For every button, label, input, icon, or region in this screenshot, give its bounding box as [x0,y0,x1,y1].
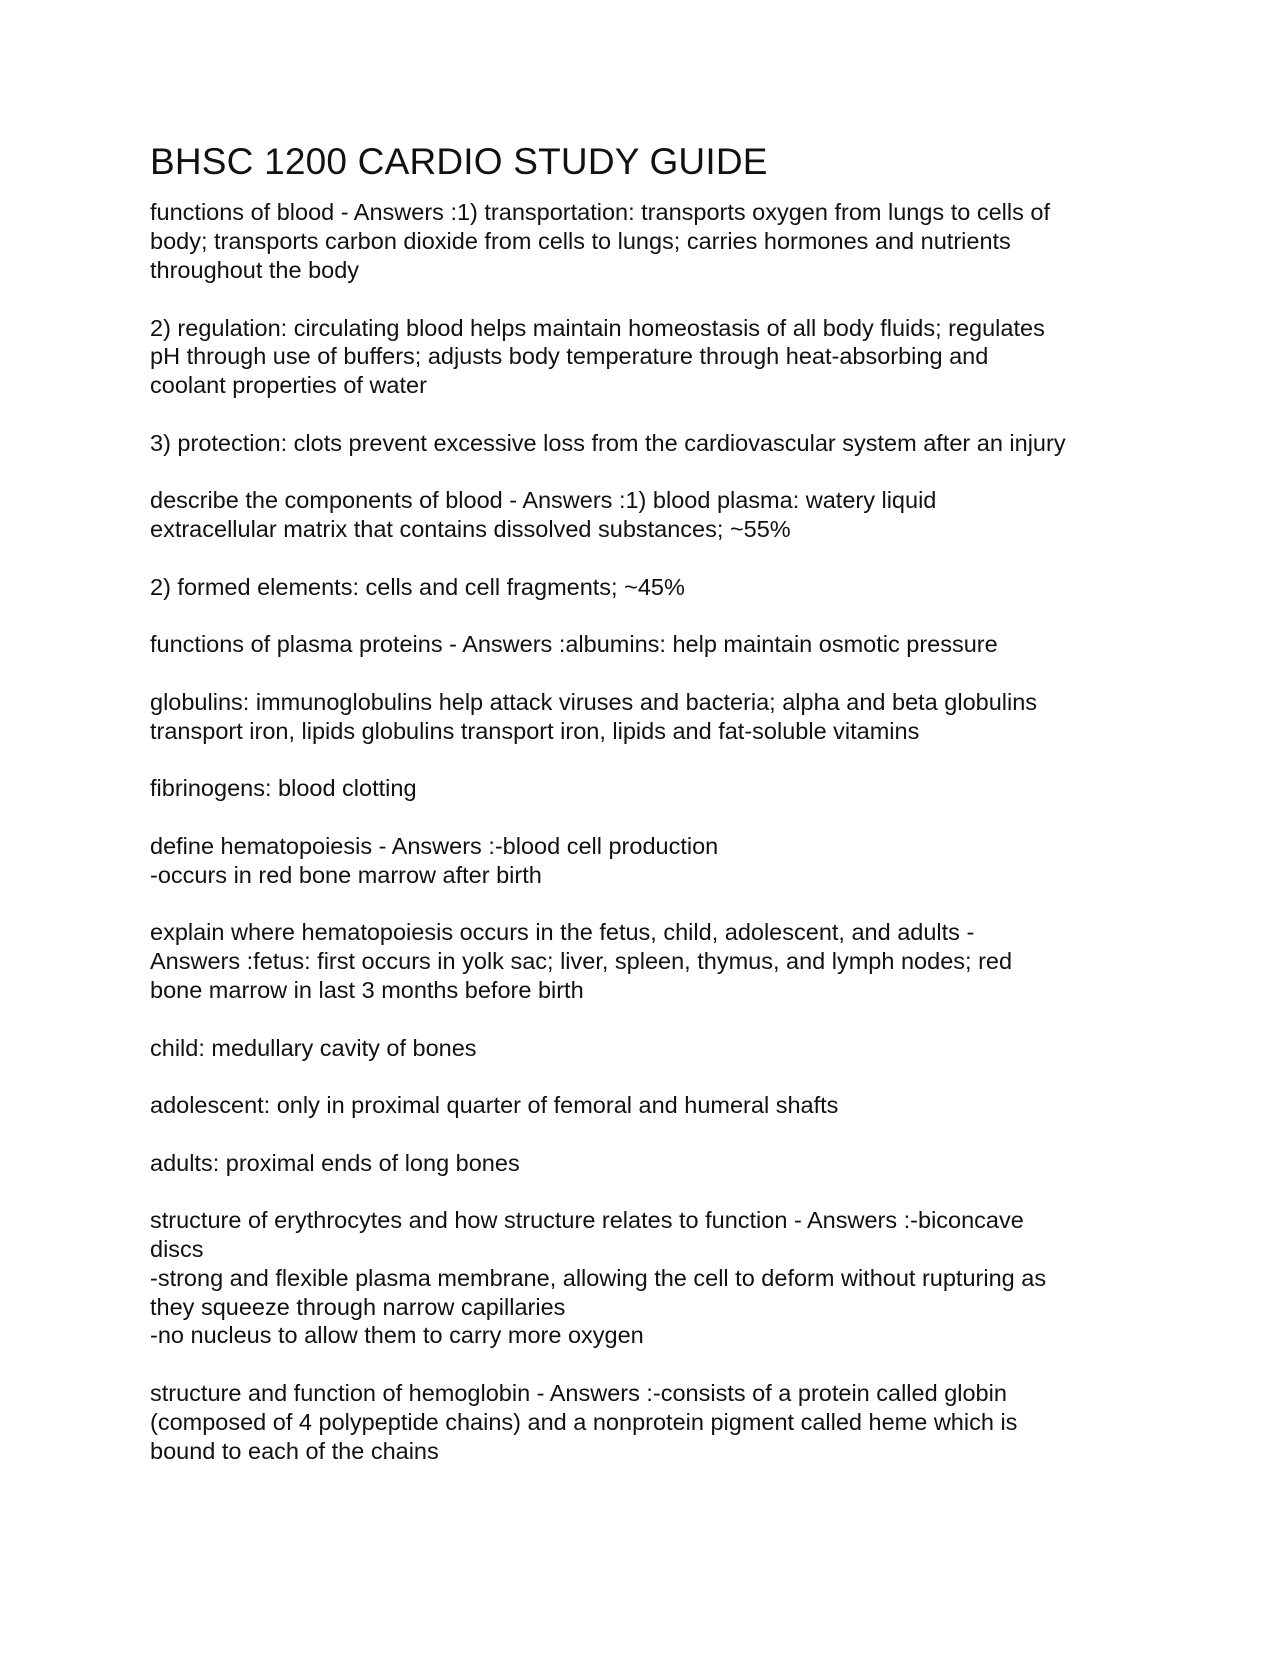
text-line: body; transports carbon dioxide from cells to lungs; carries hormones and nutrients [150,228,1011,255]
text-line: adults: proximal ends of long bones [150,1149,520,1176]
paragraph [150,688,1130,746]
paragraph [150,1149,1130,1178]
text-line: structure of erythrocytes and how structure relates to function - Answers :-biconcave [150,1207,1024,1234]
text-line: (composed of 4 polypeptide chains) and a nonprotein pigment called heme which is [150,1408,1018,1435]
text-line: functions of plasma proteins - Answers :albumins: help maintain osmotic pressure [150,631,998,658]
text-line: functions of blood - Answers :1) transportation: transports oxygen from lungs to cells of [150,199,1050,226]
text-line: adolescent: only in proximal quarter of femoral and humeral shafts [150,1092,839,1119]
text-line: -strong and flexible plasma membrane, allowing the cell to deform without rupturing as [150,1264,1047,1291]
text-line: bone marrow in last 3 months before birth [150,976,584,1003]
paragraph [150,832,1130,890]
text-line: extracellular matrix that contains dissolved substances; ~55% [150,516,791,543]
text-line: 2) regulation: circulating blood helps maintain homeostasis of all body fluids; regulates [150,314,1045,341]
text-line: globulins: immunoglobulins help attack viruses and bacteria; alpha and beta globulins [150,688,1038,715]
document-body [150,198,1130,1465]
paragraph [150,1091,1130,1120]
text-line: structure and function of hemoglobin - Answers :-consists of a protein called globin [150,1380,1007,1407]
paragraph [150,774,1130,803]
text-line: transport iron, lipids globulins transport iron, lipids and fat-soluble vitamins [150,717,920,744]
text-line: child: medullary cavity of bones [150,1034,477,1061]
paragraph [150,918,1130,1004]
text-line: throughout the body [150,256,360,283]
paragraph [150,429,1130,458]
text-line: -occurs in red bone marrow after birth [150,861,542,888]
text-line: define hematopoiesis - Answers :-blood cell production [150,832,719,859]
text-line: 3) protection: clots prevent excessive loss from the cardiovascular system after an injury [150,429,1066,456]
text-line: bound to each of the chains [150,1437,439,1464]
paragraph [150,573,1130,602]
text-line: pH through use of buffers; adjusts body temperature through heat-absorbing and [150,343,989,370]
paragraph [150,198,1130,284]
text-line: -no nucleus to allow them to carry more oxygen [150,1322,644,1349]
paragraph [150,314,1130,400]
paragraph [150,486,1130,544]
text-line: explain where hematopoiesis occurs in the fetus, child, adolescent, and adults - [150,919,975,946]
text-line: they squeeze through narrow capillaries [150,1293,566,1320]
text-line: coolant properties of water [150,372,427,399]
paragraph [150,630,1130,659]
paragraph [150,1034,1130,1063]
text-line: Answers :fetus: first occurs in yolk sac; liver, spleen, thymus, and lymph nodes; red [150,948,1013,975]
paragraph [150,1379,1130,1465]
document-page [150,140,1130,1494]
text-line: describe the components of blood - Answers :1) blood plasma: watery liquid [150,487,937,514]
text-line: 2) formed elements: cells and cell fragments; ~45% [150,573,685,600]
document-title: BHSC 1200 CARDIO STUDY GUIDE [150,141,768,182]
text-line: discs [150,1236,204,1263]
text-line: fibrinogens: blood clotting [150,775,417,802]
paragraph [150,1206,1130,1350]
